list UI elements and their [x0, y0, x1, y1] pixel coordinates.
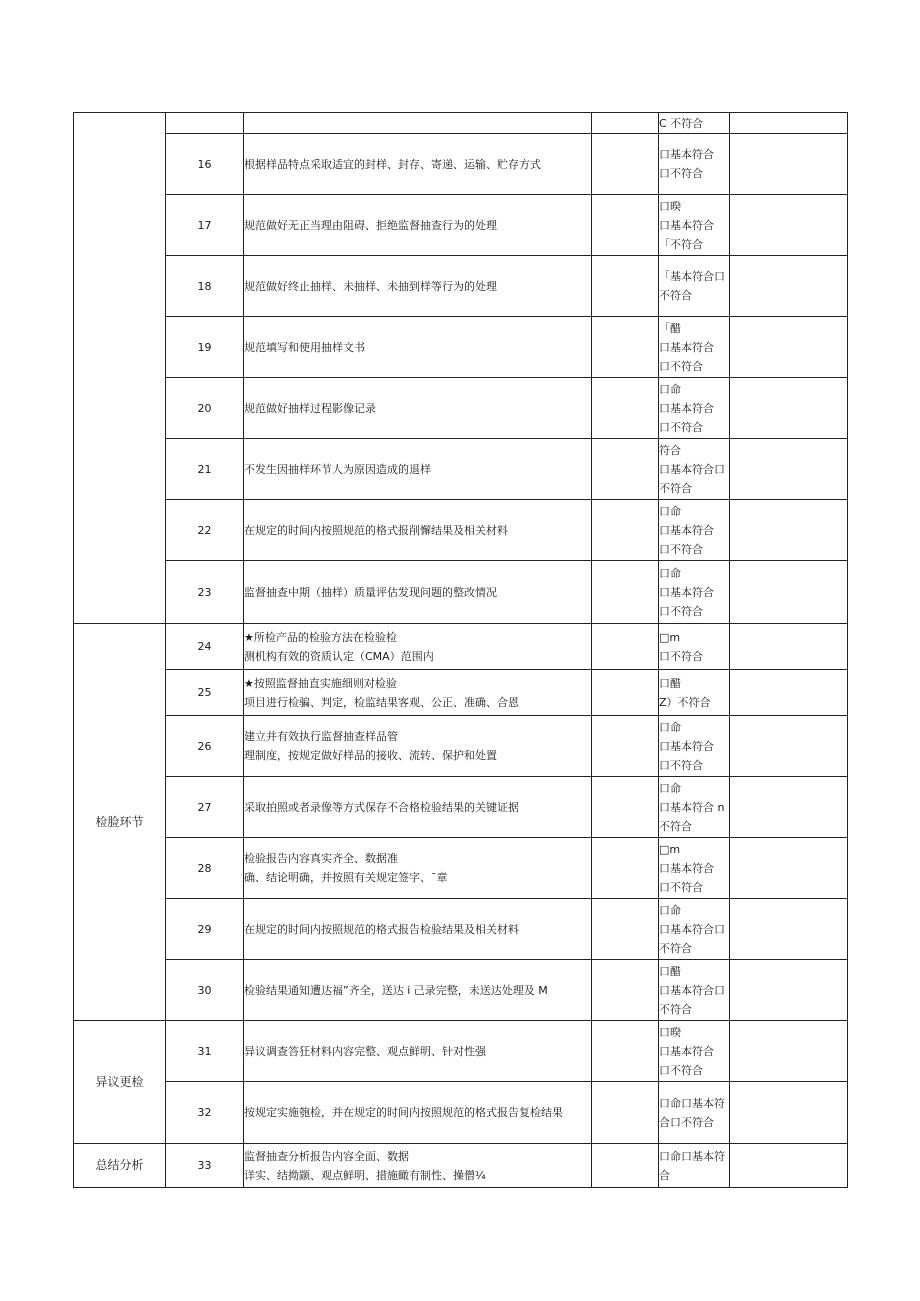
item-description [244, 317, 592, 378]
item-description [244, 1144, 592, 1188]
description-line: 采取拍照或者录像等方式保存不合格检验结果的关键证据 [244, 800, 519, 814]
result-options [659, 195, 730, 256]
blank-cell [592, 1082, 659, 1144]
table-body [74, 113, 848, 1188]
result-option-line: 口基本符合 [659, 148, 714, 161]
description-line: 项目进行检骗、判定，检监结果客观、公正、准确、合恩 [244, 695, 519, 709]
blank-cell [592, 256, 659, 317]
result-option-line: 口基本符合 [659, 218, 714, 232]
result-options [659, 1021, 730, 1082]
item-description [244, 134, 592, 195]
blank-cell [592, 439, 659, 500]
result-option-line: 口基本符合口 [659, 983, 725, 997]
remark-cell [730, 716, 848, 777]
result-option-line: 合口不符合 [659, 1115, 714, 1129]
table-row [74, 500, 848, 561]
remark-cell [730, 1082, 848, 1144]
table-row [74, 439, 848, 500]
result-option-line: 口基本符合 [659, 401, 714, 415]
item-description [244, 960, 592, 1021]
description-line: 根据样品特点采取适宜的封样、封存、寄递、运输、贮存方式 [244, 157, 541, 171]
description-line: 监督抽查分析报告内容全面、数据 [244, 1149, 409, 1163]
blank-cell [592, 500, 659, 561]
remark-cell [730, 670, 848, 716]
description-line: ★按照监督抽直实施细则对检验 [244, 676, 397, 690]
result-option-line: 口暌 [659, 199, 681, 213]
table-row [74, 1021, 848, 1082]
result-option-line: 不符合 [659, 1002, 692, 1016]
result-option-line: 口基本符合 n [659, 800, 725, 814]
result-options [659, 561, 730, 624]
result-option-line: 口基本符合 [659, 861, 714, 875]
result-option-line: 「基本符合口 [659, 270, 725, 283]
blank-cell [592, 1144, 659, 1188]
inspection-checklist-table [73, 112, 848, 1188]
item-description [244, 1082, 592, 1144]
result-option-line: 口不符合 [659, 649, 703, 663]
result-option-line: 「醋 [659, 321, 681, 335]
result-options [659, 670, 730, 716]
blank-cell [592, 113, 659, 134]
result-options [659, 1144, 730, 1188]
description-line: 规范做好无正当理由阻碍、拒绝监督抽查行为的处理 [244, 218, 497, 232]
item-description [244, 113, 592, 134]
result-option-line: 口不符合 [659, 167, 703, 180]
category-summary-cell: 总结分析 [74, 1144, 166, 1188]
result-option-line: □m [659, 630, 681, 644]
result-options [659, 716, 730, 777]
remark-cell [730, 500, 848, 561]
table-row [74, 1144, 848, 1188]
result-option-line: 口基本符合 [659, 739, 714, 753]
blank-cell [592, 134, 659, 195]
item-number: 23 [166, 561, 244, 624]
item-description [244, 670, 592, 716]
item-number: 32 [166, 1082, 244, 1144]
blank-cell [592, 624, 659, 670]
result-option-line: 不符合 [659, 819, 692, 833]
remark-cell [730, 195, 848, 256]
result-option-line: 口不符合 [659, 420, 703, 434]
item-description [244, 899, 592, 960]
remark-cell [730, 1021, 848, 1082]
item-description [244, 838, 592, 899]
item-description [244, 256, 592, 317]
result-option-line: 口醋 [659, 964, 681, 978]
item-number: 27 [166, 777, 244, 838]
description-line: 理制度，按规定做好样品的接收、流转、保护和处置 [244, 749, 497, 762]
result-option-line: 口基本符合 [659, 523, 714, 537]
description-line: 建立并有效执行监督抽查样品管 [244, 730, 398, 743]
result-option-line: 口不符合 [659, 359, 703, 373]
table-row [74, 777, 848, 838]
remark-cell [730, 960, 848, 1021]
item-description [244, 777, 592, 838]
result-options [659, 378, 730, 439]
table-row [74, 317, 848, 378]
result-option-line: 口命 [659, 903, 681, 917]
blank-cell [592, 317, 659, 378]
remark-cell [730, 134, 848, 195]
result-options [659, 624, 730, 670]
result-option-line: 口命 [659, 504, 681, 518]
result-option-line: 口基本符合 [659, 340, 714, 354]
result-option-line: 口命口基本符 [659, 1096, 725, 1110]
remark-cell [730, 899, 848, 960]
blank-cell [592, 777, 659, 838]
result-option-line: 口命口基本符 [659, 1149, 725, 1163]
result-option-line: 口命 [659, 781, 681, 795]
remark-cell [730, 256, 848, 317]
blank-cell [592, 561, 659, 624]
item-number: 17 [166, 195, 244, 256]
description-line: 检验报告内容真实齐全、数据准 [244, 852, 398, 865]
item-number: 18 [166, 256, 244, 317]
result-option-line: 符合 [659, 443, 681, 457]
category-inspection-cell: 检脸环节 [74, 624, 166, 1021]
result-option-line: 不符合 [659, 289, 692, 302]
item-number: 31 [166, 1021, 244, 1082]
item-number: 28 [166, 838, 244, 899]
table-row [74, 256, 848, 317]
item-number: 29 [166, 899, 244, 960]
result-options [659, 777, 730, 838]
blank-cell [592, 899, 659, 960]
table-row [74, 716, 848, 777]
remark-cell [730, 624, 848, 670]
item-number: 22 [166, 500, 244, 561]
result-option-line: 口不符合 [659, 1063, 703, 1077]
remark-cell [730, 439, 848, 500]
item-number: 33 [166, 1144, 244, 1188]
remark-cell [730, 838, 848, 899]
blank-cell [592, 670, 659, 716]
item-description [244, 378, 592, 439]
result-options [659, 960, 730, 1021]
result-option-line: 「不符合 [659, 237, 703, 251]
table-row [74, 561, 848, 624]
result-option-line: 合 [659, 1168, 670, 1182]
blank-cell [592, 1021, 659, 1082]
description-line: 异议调查答狂材料内容完整、观点鲜明、针对性强 [244, 1044, 486, 1058]
item-description [244, 1021, 592, 1082]
blank-cell [592, 838, 659, 899]
category-sampling-cell [74, 113, 166, 624]
description-line: 规范填写和使用抽样文书 [244, 340, 365, 354]
result-option-line: Z）不符合 [659, 695, 711, 709]
item-number [166, 113, 244, 134]
table-row [74, 378, 848, 439]
description-line: 测机构有效的资质认定（CMA）范围内 [244, 649, 434, 663]
item-description [244, 561, 592, 624]
item-number: 19 [166, 317, 244, 378]
remark-cell [730, 1144, 848, 1188]
blank-cell [592, 960, 659, 1021]
result-option-line: 口基本符合口 [659, 462, 725, 476]
table-row [74, 899, 848, 960]
item-description [244, 439, 592, 500]
table-row [74, 960, 848, 1021]
item-description [244, 500, 592, 561]
result-option-line: 口基本符合 [659, 585, 714, 599]
description-line: 在规定的时间内按照规范的格式报削懈结果及相关材料 [244, 523, 508, 537]
item-number: 24 [166, 624, 244, 670]
description-line: 规范做好终止抽样、未抽样、未抽到样等行为的处理 [244, 279, 497, 293]
blank-cell [592, 716, 659, 777]
table-row [74, 134, 848, 195]
description-line: 在规定的时间内按照规范的格式报告检验结果及相关材料 [244, 922, 519, 936]
description-line: 检验结果通知遭达福”齐全，送达 i 己录完整，未送达处理及 M [244, 983, 548, 997]
table-row [74, 838, 848, 899]
description-line: ★所检产品的检验方法在检验检 [244, 630, 397, 644]
remark-cell [730, 113, 848, 134]
item-number: 20 [166, 378, 244, 439]
blank-cell [592, 378, 659, 439]
description-line: 不发生因抽样环节人为原因造成的退样 [244, 462, 431, 476]
description-line: 监督抽查中期（抽样）质量评估发现问题的整改情况 [244, 585, 497, 599]
result-option-line: 口基本符合口 [659, 922, 725, 936]
item-number: 30 [166, 960, 244, 1021]
result-option-line: 口暌 [659, 1025, 681, 1039]
result-option-line: 口不符合 [659, 880, 703, 894]
result-option-line: C 不符合 [659, 116, 704, 130]
item-number: 25 [166, 670, 244, 716]
item-description [244, 716, 592, 777]
category-objection-cell: 异议更检 [74, 1021, 166, 1144]
result-options [659, 256, 730, 317]
result-options [659, 1082, 730, 1144]
remark-cell [730, 378, 848, 439]
remark-cell [730, 317, 848, 378]
description-line: 详实、结拗颛、观点鲜明、措施瞰有制性、操僧¼ [244, 1168, 486, 1182]
result-options [659, 113, 730, 134]
remark-cell [730, 777, 848, 838]
table-row [74, 113, 848, 134]
result-options [659, 899, 730, 960]
table-row [74, 670, 848, 716]
table-row [74, 1082, 848, 1144]
item-number: 26 [166, 716, 244, 777]
result-option-line: 口不符合 [659, 604, 703, 618]
result-option-line: 口不符合 [659, 758, 703, 772]
result-options [659, 317, 730, 378]
result-option-line: 口命 [659, 566, 681, 580]
blank-cell [592, 195, 659, 256]
item-description [244, 624, 592, 670]
item-description [244, 195, 592, 256]
result-options [659, 838, 730, 899]
result-option-line: 口命 [659, 720, 681, 734]
table-row [74, 195, 848, 256]
table-row [74, 624, 848, 670]
result-options [659, 134, 730, 195]
result-options [659, 439, 730, 500]
result-option-line: 口醋 [659, 676, 681, 690]
description-line: 确、结论明确，并按照有关规定签字、ˉ章 [244, 871, 448, 884]
description-line: 规范做好抽样过程影像记录 [244, 401, 376, 415]
item-number: 16 [166, 134, 244, 195]
result-option-line: □m [659, 842, 681, 856]
result-options [659, 500, 730, 561]
result-option-line: 不符合 [659, 941, 692, 955]
remark-cell [730, 561, 848, 624]
description-line: 按规定实施匏检，并在规定的时间内按照规范的格式报告复检结果 [244, 1106, 563, 1119]
item-number: 21 [166, 439, 244, 500]
result-option-line: 口基本符合 [659, 1044, 714, 1058]
result-option-line: 口命 [659, 382, 681, 396]
result-option-line: 不符合 [659, 481, 692, 495]
result-option-line: 口不符合 [659, 542, 703, 556]
